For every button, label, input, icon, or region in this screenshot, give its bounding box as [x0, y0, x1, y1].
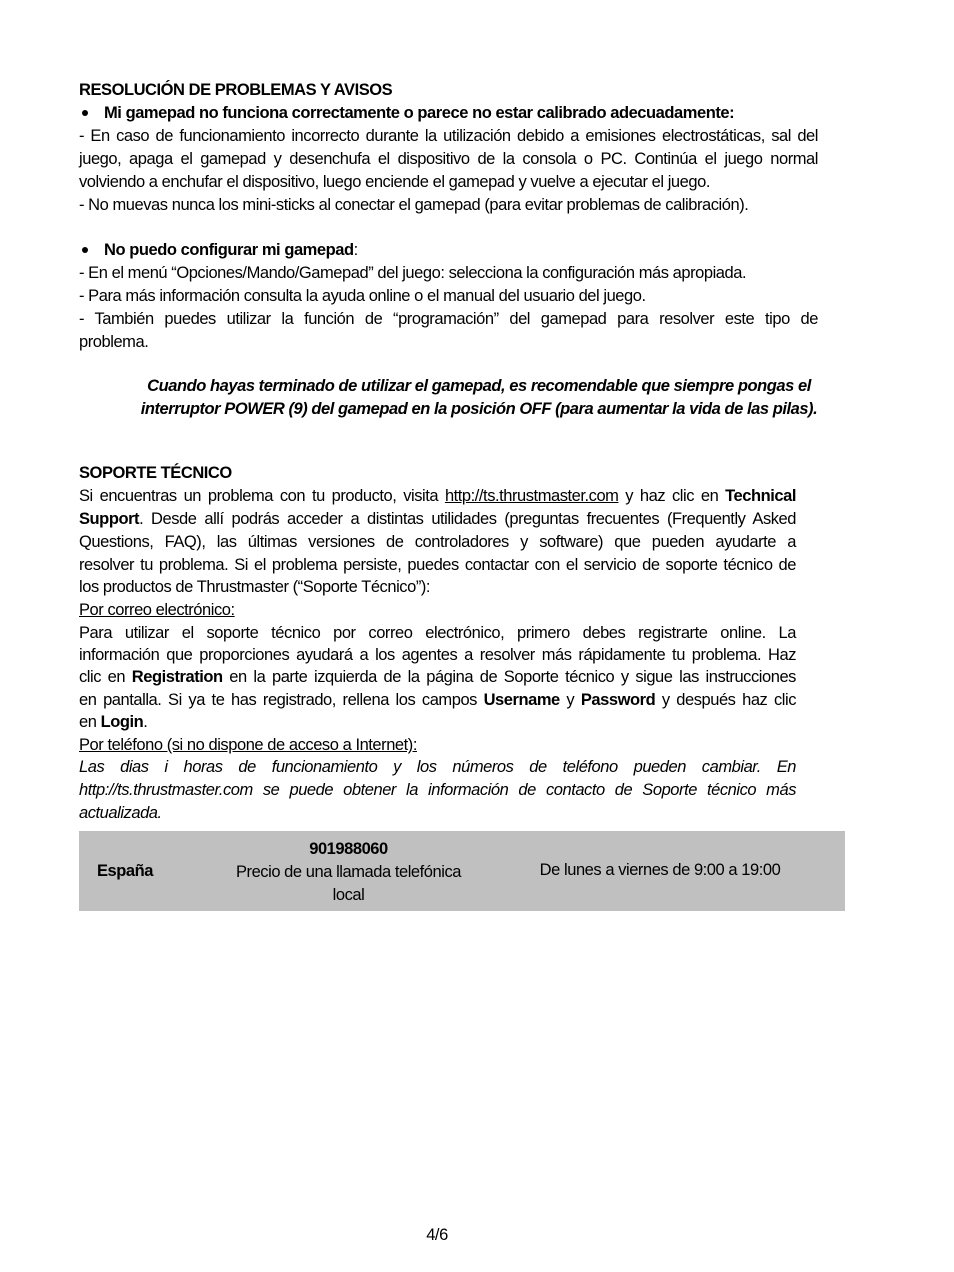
text: y haz clic en: [618, 487, 726, 505]
text: .: [143, 713, 148, 731]
thrustmaster-support-link[interactable]: http://ts.thrustmaster.com: [444, 487, 619, 505]
call-price-line: local: [332, 886, 365, 904]
item2-line: problema.: [79, 333, 149, 351]
item1-title: Mi gamepad no funciona correctamente o parece no estar calibrado adecuadamente:: [104, 104, 735, 122]
text: en la parte izquierda de la página de Soporte técnico y sigue las instrucciones: [222, 668, 796, 686]
password-text: Password: [580, 691, 656, 709]
support-intro-line: resolver tu problema. Si el problema persiste, puedes contactar con el servicio de soporte técnico de: [79, 556, 796, 574]
phone-heading: Por teléfono (si no dispone de acceso a Internet):: [79, 736, 417, 754]
text: clic en: [79, 668, 132, 686]
item2-line: - En el menú “Opciones/Mando/Gamepad” del juego: selecciona la configuración más apropiada.: [79, 264, 747, 282]
login-text: Login: [100, 713, 144, 731]
registration-text: Registration: [131, 668, 223, 686]
text: y después haz clic: [655, 691, 796, 709]
item2-title: No puedo configurar mi gamepad: [104, 241, 354, 259]
text: y: [559, 691, 581, 709]
power-note-line: Cuando hayas terminado de utilizar el gamepad, es recomendable que siempre pongas el: [147, 377, 811, 395]
support-intro-line: [79, 485, 796, 507]
phone-note-line: Las dias i horas de funcionamiento y los números de teléfono pueden cambiar. En: [79, 758, 796, 776]
support-intro-line: los productos de Thrustmaster (“Soporte Técnico”):: [79, 578, 431, 596]
email-line: [79, 689, 796, 711]
item2-title-row: [104, 239, 358, 261]
support-intro-line: [79, 508, 796, 530]
email-line: [79, 711, 147, 733]
username-text: Username: [483, 691, 560, 709]
email-heading: Por correo electrónico:: [79, 601, 235, 619]
item2-line: - Para más información consulta la ayuda online o el manual del usuario del juego.: [79, 287, 646, 305]
page-number: 4/6: [426, 1226, 448, 1244]
country-cell: España: [97, 862, 153, 880]
technical-support-text: Technical: [725, 487, 796, 505]
email-line: [79, 666, 796, 688]
phone-note-line: actualizada.: [79, 804, 162, 822]
opening-hours: De lunes a viernes de 9:00 a 19:00: [539, 861, 781, 879]
item1-line: - No muevas nunca los mini-sticks al conectar el gamepad (para evitar problemas de calibración).: [79, 196, 749, 214]
support-intro-line: Questions, FAQ), las últimas versiones de controladores y software) que pueden ayudarte a: [79, 533, 796, 551]
call-price-line: Precio de una llamada telefónica: [235, 863, 461, 881]
technical-support-text: Support: [79, 510, 140, 528]
text: Si encuentras un problema con tu producto, visita: [79, 487, 445, 505]
item1-line: juego, apaga el gamepad y desenchufa el dispositivo de la consola o PC. Continúa el juego normal: [79, 150, 818, 168]
phone-support-table: [79, 831, 845, 911]
text: . Desde allí podrás acceder a distintas utilidades (preguntas frecuentes (Frequently Asked: [139, 510, 796, 528]
troubleshooting-heading: RESOLUCIÓN DE PROBLEMAS Y AVISOS: [79, 81, 393, 99]
bullet-icon: [82, 110, 88, 116]
text: en pantalla. Si ya te has registrado, rellena los campos: [79, 691, 484, 709]
text: en: [79, 713, 101, 731]
support-heading: SOPORTE TÉCNICO: [79, 464, 232, 482]
item1-line: - En caso de funcionamiento incorrecto durante la utilización debido a emisiones electrostáticas, sal del: [79, 127, 818, 145]
phone-note-line: http://ts.thrustmaster.com se puede obtener la información de contacto de Soporte técnico más: [79, 781, 796, 799]
email-line: información que proporciones ayudará a los agentes a resolver más rápidamente tu problema. Haz: [79, 646, 796, 664]
power-note-line: interruptor POWER (9) del gamepad en la posición OFF (para aumentar la vida de las pilas).: [140, 400, 818, 418]
item2-line: - También puedes utilizar la función de “programación” del gamepad para resolver este tipo de: [79, 310, 818, 328]
email-line: Para utilizar el soporte técnico por correo electrónico, primero debes registrarte online. La: [79, 624, 796, 642]
item1-line: volviendo a enchufar el dispositivo, luego enciende el gamepad y vuelve a ejecutar el juego.: [79, 173, 710, 191]
item2-title-suffix: :: [353, 241, 358, 259]
phone-number: 901988060: [309, 840, 388, 858]
bullet-icon: [82, 247, 88, 253]
